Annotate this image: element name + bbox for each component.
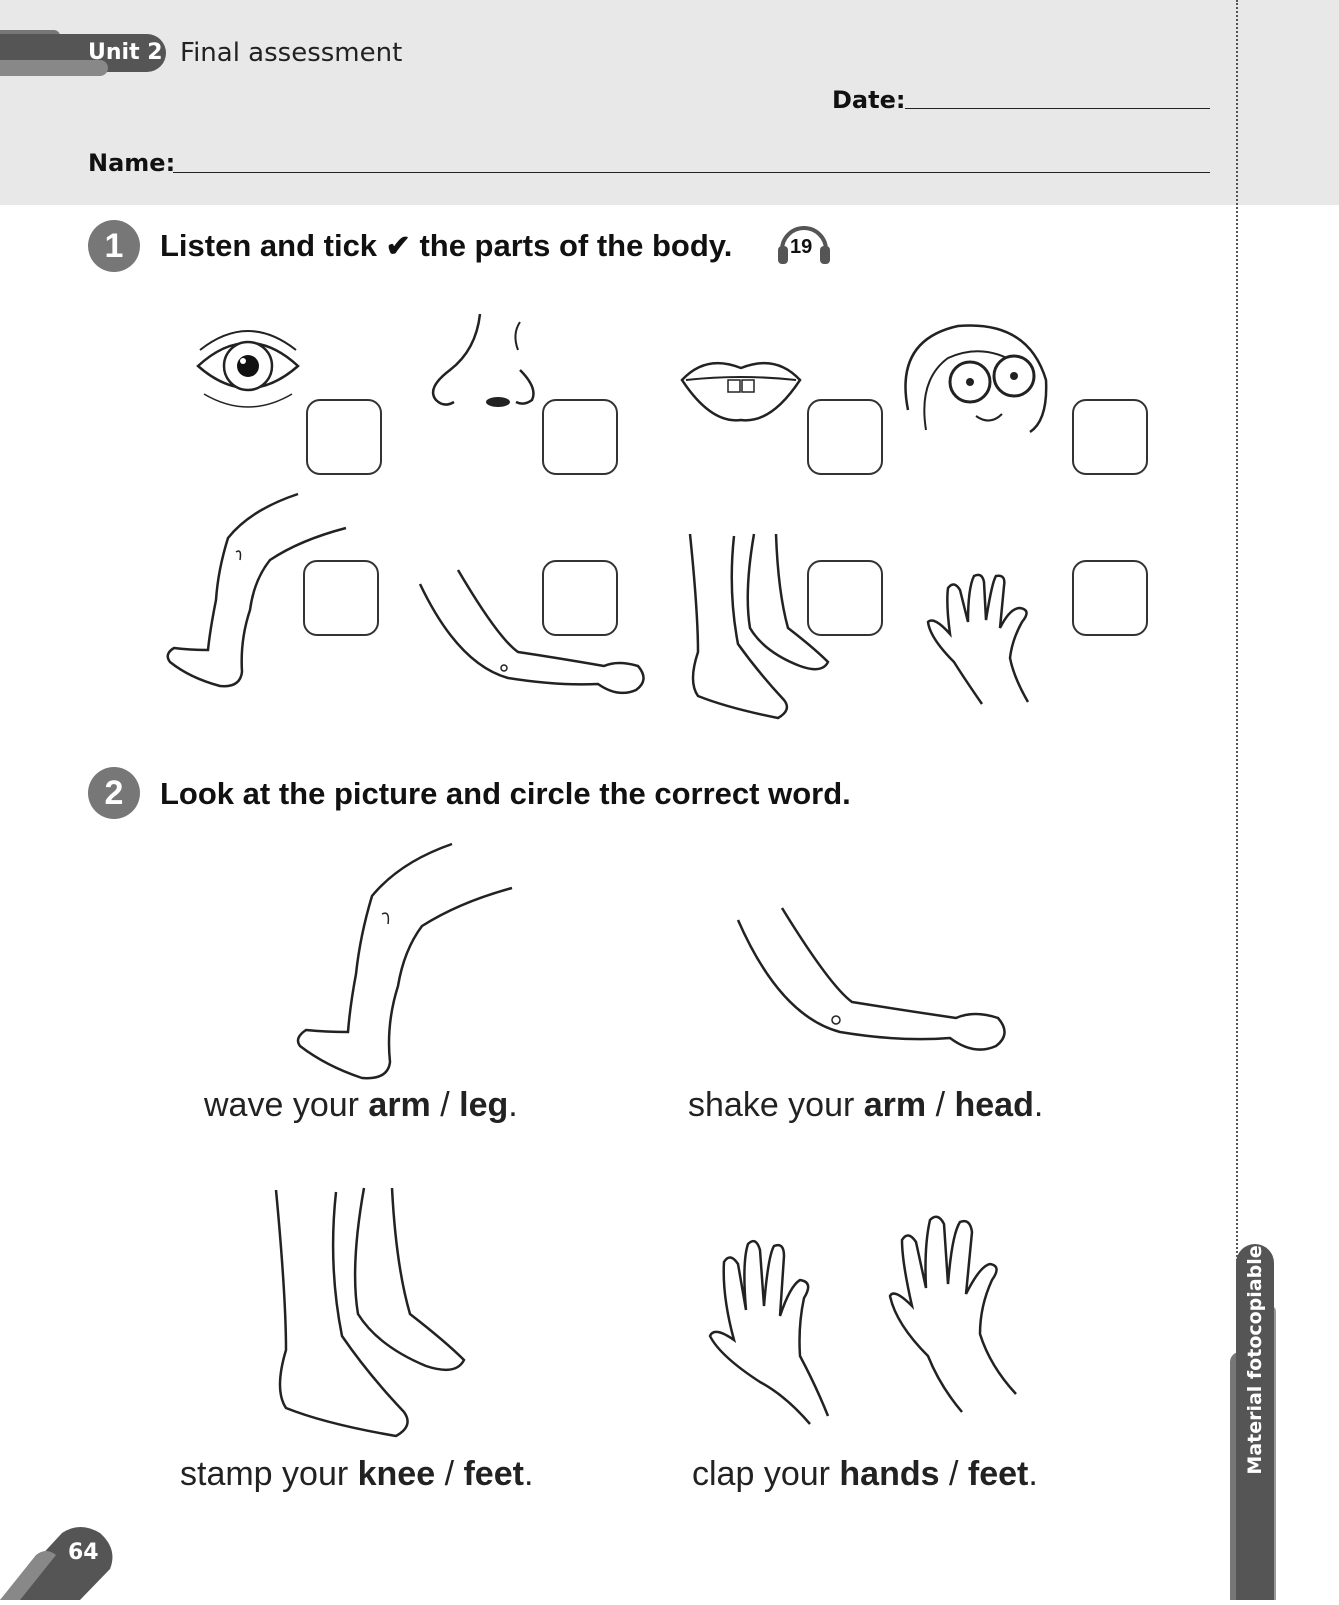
clapping-hands-picture	[690, 1206, 1040, 1432]
tick-box-eye[interactable]	[306, 399, 382, 475]
exercise-1-instruction	[160, 228, 732, 264]
tick-box-arm[interactable]	[542, 560, 618, 636]
page-title: Final assessment	[180, 38, 403, 68]
phrase-3: stamp your knee / feet.	[180, 1455, 534, 1493]
instruction-before: Listen and tick	[160, 228, 378, 263]
head-icon	[898, 320, 1058, 440]
audio-track-number: 19	[790, 236, 813, 258]
unit-label: Unit 2	[88, 40, 163, 65]
exercise-2-number: 2	[88, 767, 140, 819]
phrase-2: shake your arm / head.	[688, 1086, 1044, 1124]
arm-picture	[734, 906, 1010, 1066]
header-band	[0, 0, 1236, 205]
option-hands[interactable]: hands	[839, 1455, 940, 1493]
exercise-1-number: 1	[88, 220, 140, 272]
tick-box-head[interactable]	[1072, 399, 1148, 475]
option-arm[interactable]: arm	[863, 1086, 927, 1124]
photocopiable-label: Material fotocopiable	[1244, 1245, 1266, 1475]
option-feet[interactable]: feet	[967, 1455, 1029, 1493]
tick-box-feet[interactable]	[807, 560, 883, 636]
tick-box-leg[interactable]	[303, 560, 379, 636]
tick-icon: ✔	[385, 230, 411, 263]
option-leg[interactable]: leg	[459, 1086, 509, 1124]
name-field[interactable]	[173, 172, 1210, 173]
tick-box-nose[interactable]	[542, 399, 618, 475]
header-band-margin	[1236, 0, 1339, 205]
option-feet[interactable]: feet	[463, 1455, 524, 1493]
feet-picture	[272, 1186, 478, 1442]
name-label: Name:	[88, 149, 176, 177]
option-arm[interactable]: arm	[368, 1086, 431, 1124]
tick-box-hand[interactable]	[1072, 560, 1148, 636]
hand-icon	[924, 568, 1054, 708]
headphones-icon[interactable]	[774, 220, 834, 270]
exercise-2-instruction: Look at the picture and circle the correct word.	[160, 776, 851, 811]
date-field[interactable]	[905, 108, 1210, 109]
instruction-after: the parts of the body.	[419, 228, 733, 263]
date-label: Date:	[832, 86, 906, 114]
phrase-1: wave your arm / leg.	[204, 1086, 518, 1124]
leg-picture	[290, 840, 520, 1090]
nose-icon	[420, 310, 550, 420]
phrase-4: clap your hands / feet.	[692, 1455, 1038, 1493]
mouth-icon	[676, 340, 806, 430]
option-knee[interactable]: knee	[357, 1455, 436, 1493]
option-head[interactable]: head	[954, 1086, 1034, 1124]
page-number: 64	[68, 1540, 99, 1565]
eye-icon	[192, 320, 304, 415]
tick-box-mouth[interactable]	[807, 399, 883, 475]
page-number-badge	[0, 1525, 120, 1600]
